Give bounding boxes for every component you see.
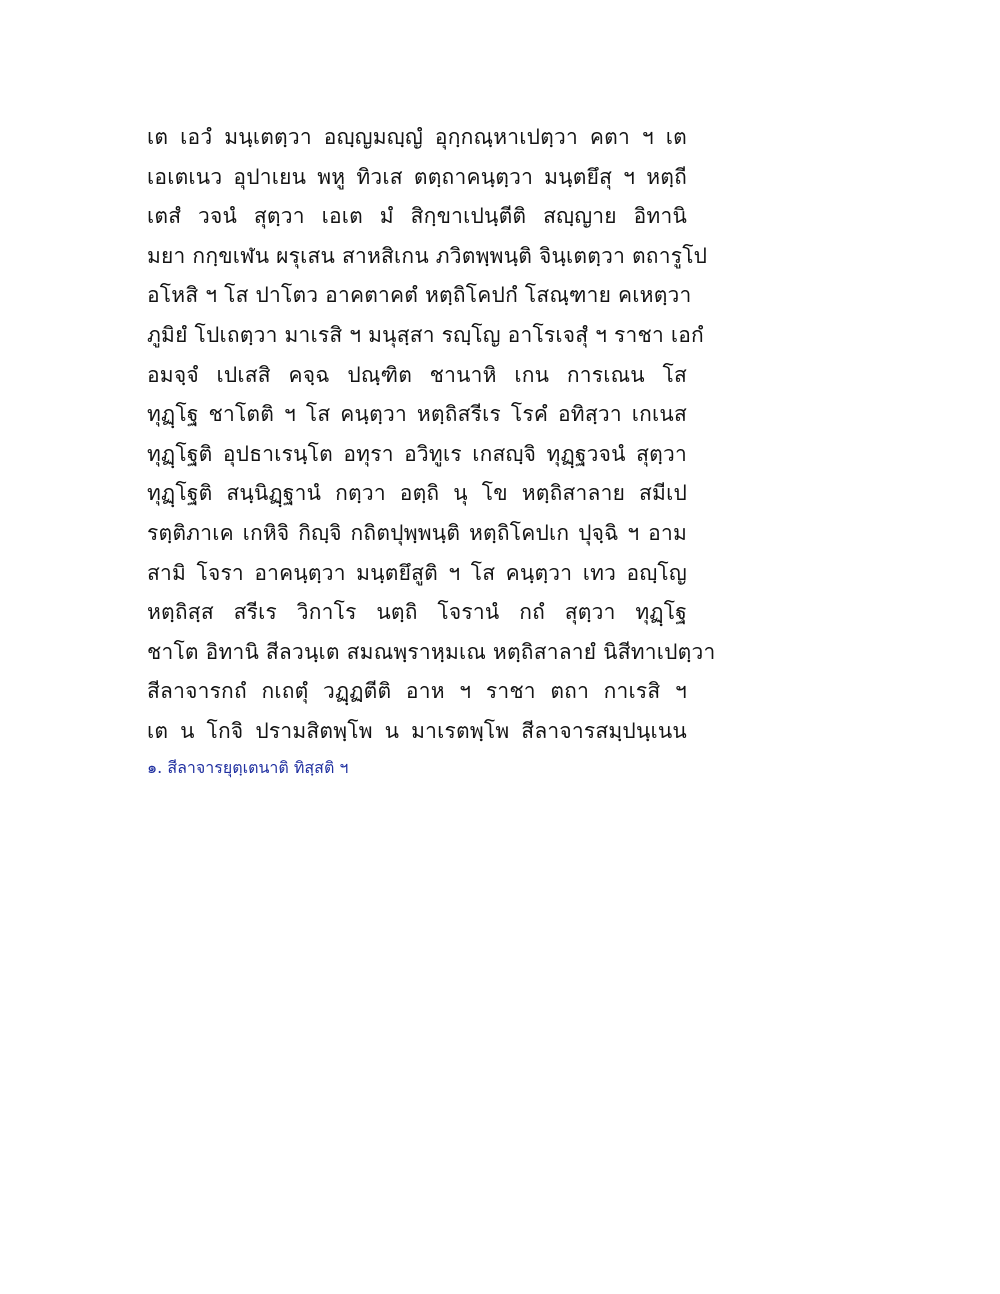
- text-line-9: ทุฏฺโฐติ อุปธาเรนฺโต อทุรา อวิทูเร เกสญฺจิ ทุฏฺฐวจนํ สุตฺวา: [147, 441, 687, 466]
- text-line-14: ชาโต อิทานิ สีลวนฺเต สมณพฺราหฺมเณ หตฺถิสาลายํ นิสีทาเปตฺวา: [147, 639, 716, 664]
- text-line-8: ทุฏฺโฐ ชาโตติ ฯ โส คนฺตฺวา หตฺถิสรีเร โรคํ อทิสฺวา เกเนส: [147, 402, 687, 427]
- footnote: ๑. สีลาจารยุตฺเตนาติ ทิสฺสติ ฯ: [147, 758, 349, 777]
- text-line-7: อมจฺจํ เปเสสิ คจฺฉ ปณฺฑิต ชานาหิ เกน การเณน โส: [147, 362, 687, 387]
- text-line-13: หตฺถิสฺส สรีเร วิกาโร นตฺถิ โจรานํ กถํ สุตฺวา ทุฏฺโฐ: [147, 600, 687, 625]
- body-text: [147, 118, 716, 752]
- text-line-2: เอเตเนว อุปาเยน พหู ทิวเส ตตฺถาคนฺตฺวา มนฺตยึสุ ฯ หตฺถี: [147, 164, 687, 189]
- text-line-16: เต น โกจิ ปรามสิตพฺโพ น มาเรตพฺโพ สีลาจารสมฺปนฺเนน: [147, 718, 687, 743]
- text-line-10: ทุฏฺโฐติ สนฺนิฏฺฐานํ กตฺวา อตฺถิ นุ โข หตฺถิสาลาย สมีเป: [147, 481, 687, 506]
- text-line-5: อโหสิ ฯ โส ปาโตว อาคตาคตํ หตฺถิโคปกํ โสณฺฑาย คเหตฺวา: [147, 283, 692, 308]
- text-line-15: สีลาจารกถํ กเถตุํ วฏฺฏตีติ อาห ฯ ราชา ตถา กาเรสิ ฯ: [147, 679, 687, 704]
- text-line-4: มยา กกฺขเฬน ผรุเสน สาหสิเกน ภวิตพฺพนฺติ จินฺเตตฺวา ตถารูโป: [147, 243, 708, 268]
- text-line-11: รตฺติภาเค เกหิจิ กิญฺจิ กถิตปุพฺพนฺติ หตฺถิโคปเก ปุจฺฉิ ฯ อาม: [147, 520, 687, 545]
- text-line-1: เต เอวํ มนฺเตตฺวา อญฺญมญฺญํ อุกฺกณฺหาเปตฺวา คตา ฯ เต: [147, 125, 687, 149]
- text-line-6: ภูมิยํ โปเถตฺวา มาเรสิ ฯ มนุสฺสา รญฺโญ อาโรเจสุํ ฯ ราชา เอกํ: [147, 322, 704, 347]
- text-line-3: เตสํ วจนํ สุตฺวา เอเต มํ สิกฺขาเปนฺตีติ สญฺญาย อิทานิ: [147, 204, 687, 229]
- text-line-12: สามิ โจรา อาคนฺตฺวา มนฺตยึสูติ ฯ โส คนฺตฺวา เทว อญฺโญ: [147, 560, 687, 585]
